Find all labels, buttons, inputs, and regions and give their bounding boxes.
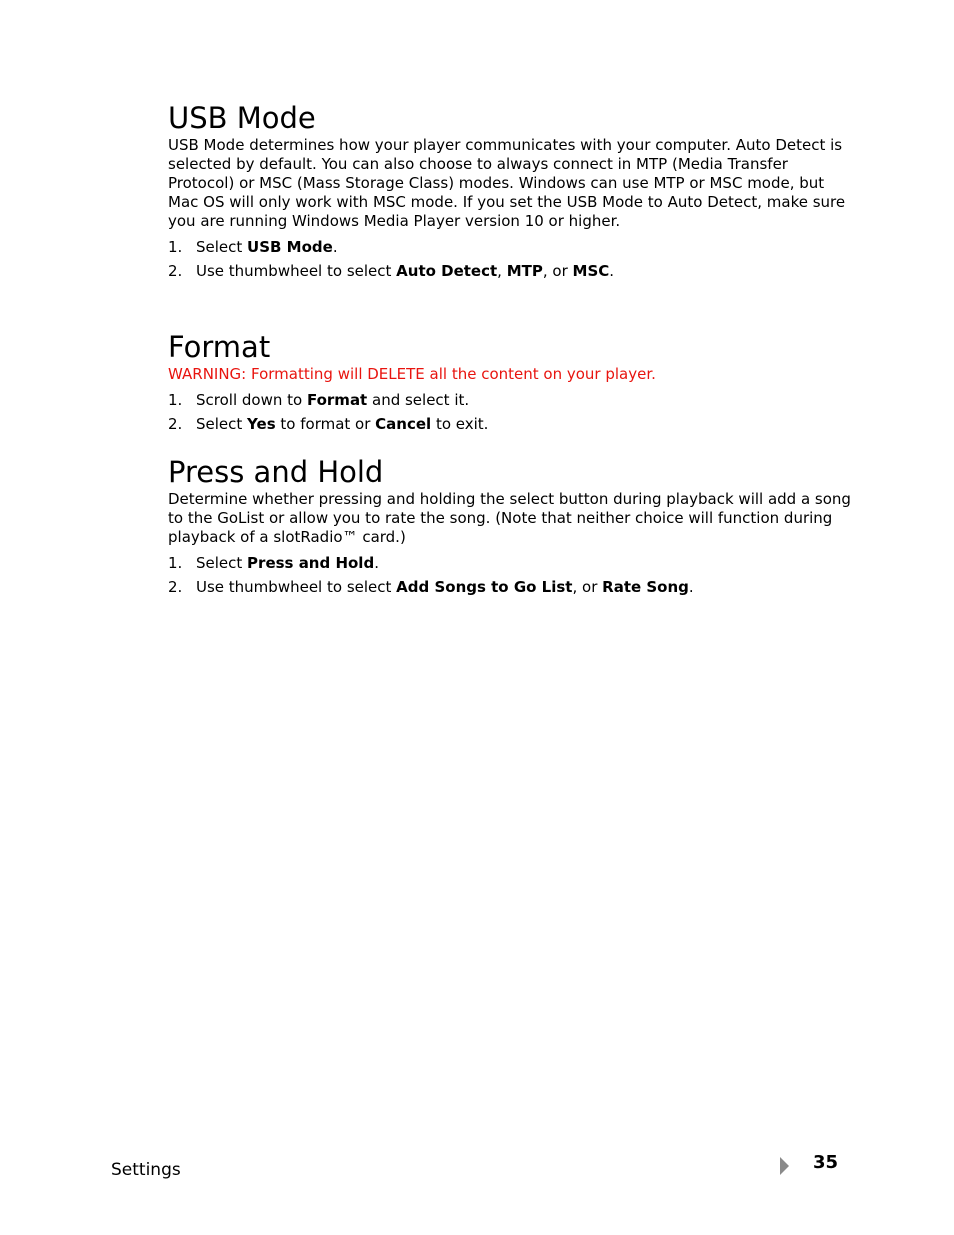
press-and-hold-steps: [168, 551, 858, 599]
step-number: 1.: [168, 554, 183, 572]
step-text-part: Scroll down to: [196, 391, 307, 409]
step-text-part: to format or: [275, 415, 376, 433]
step-bold-term: Rate Song: [602, 578, 689, 596]
footer-section-label: Settings: [111, 1160, 181, 1180]
usb-mode-steps: [168, 235, 858, 283]
list-item: [168, 235, 858, 259]
step-bold-term: Press and Hold: [247, 554, 375, 572]
step-text-part: , or: [542, 262, 573, 280]
page-number: 35: [813, 1152, 839, 1173]
list-item: [168, 388, 858, 412]
step-text: [196, 551, 379, 575]
list-item: [168, 551, 858, 575]
press-and-hold-heading: Press and Hold: [168, 455, 384, 489]
step-text-part: to exit.: [431, 415, 489, 433]
step-bold-term: Cancel: [375, 415, 432, 433]
page-content: [168, 100, 858, 599]
step-text-part: Select: [196, 238, 248, 256]
step-text-part: Use thumbwheel to select: [196, 578, 397, 596]
list-item: [168, 575, 858, 599]
format-steps: [168, 388, 858, 436]
step-bold-term: Add Songs to Go List: [396, 578, 573, 596]
list-item: [168, 259, 858, 283]
step-bold-term: USB Mode: [247, 238, 333, 256]
step-number: 1.: [168, 238, 183, 256]
step-text: [196, 235, 338, 259]
step-text-part: and select it.: [367, 391, 470, 409]
list-item: [168, 412, 858, 436]
step-text-part: Select: [196, 554, 248, 572]
step-text-part: .: [374, 554, 379, 572]
usb-mode-description: USB Mode determines how your player communicates with your computer. Auto Detect is selected by default. You can also choose to always connect in MTP (Media Transfer Protocol) or MSC (Mass Storage Class) modes. Windows can use MTP or MSC mode, but Mac OS will only work with MSC mode. If you set the USB Mode to Auto Detect, make sure you are running Windows Media Player version 10 or higher.: [168, 136, 846, 230]
step-bold-term: MTP: [506, 262, 543, 280]
press-and-hold-description: Determine whether pressing and holding the select button during playback will add a song to the GoList or allow you to rate the song. (Note that neither choice will function during playback of a slotRadio™ card.): [168, 490, 851, 546]
step-bold-term: Auto Detect: [396, 262, 498, 280]
step-text-part: .: [688, 578, 694, 596]
step-text-part: Select: [196, 415, 248, 433]
step-text: [196, 388, 469, 412]
step-bold-term: Yes: [247, 415, 276, 433]
step-text-part: , or: [572, 578, 603, 596]
press-and-hold-section: [168, 454, 858, 599]
step-text: [196, 412, 488, 436]
triangle-right-icon: [780, 1157, 789, 1175]
format-heading: Format: [168, 330, 271, 364]
format-section: [168, 329, 858, 436]
step-text-part: ,: [497, 262, 507, 280]
step-text-part: Use thumbwheel to select: [196, 262, 397, 280]
step-number: 2.: [168, 578, 183, 596]
step-bold-term: Format: [306, 391, 368, 409]
step-text-part: .: [609, 262, 615, 280]
step-bold-term: MSC: [572, 262, 610, 280]
usb-mode-heading: USB Mode: [168, 101, 316, 135]
step-number: 1.: [168, 391, 183, 409]
usb-mode-section: [168, 100, 858, 283]
step-text-part: .: [332, 238, 338, 256]
format-warning: WARNING: Formatting will DELETE all the content on your player.: [168, 365, 656, 383]
step-number: 2.: [168, 415, 183, 433]
step-text: [196, 575, 694, 599]
step-number: 2.: [168, 262, 183, 280]
step-text: [196, 259, 614, 283]
